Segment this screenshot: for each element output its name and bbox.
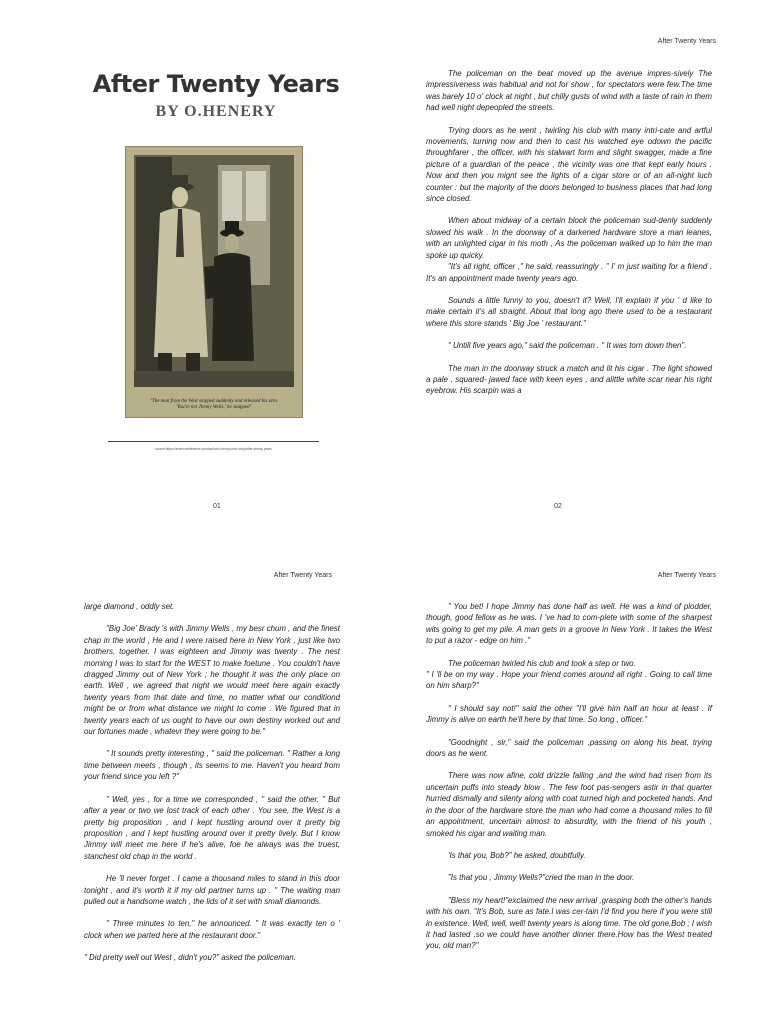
paragraph: Trying doors as he went , twirling his club with many intri-cate and artful movements, turning now and then to cast his watched eye odown the pacific throughfarer , the officer, with his stalwart form and slight swagger, made a fine picture of a guardian of the peace , the vicinity was one that kept early hours . Now and then you mignt see the lights of a cigar store or of an all-night luch counter : but the majority of the doors belonged to business places that had long since closed. (426, 125, 712, 204)
illustration-caption (126, 399, 302, 411)
paragraph: The man in the doorway struck a match and lit his cigar . The light showed a pale , squared- jawed face with keen eyes , and alittle white scar near his right eyebrow. His scarpin was a (426, 363, 712, 396)
paragraph: " I should say not!" said the other "I'll give him half an hour at least . If Jimmy is alive on earth he'll here by that time. So long , officer." (426, 703, 712, 725)
paragraph: " You bet! I hope Jimmy has done half as well. He was a kind of plodder, though, good fellow as he was. I 've had to com-plete with some of the sharpest wits going to get my pile. A man gets in a groove in New York . It takes the West to put a razor - edge on him ." (426, 602, 712, 646)
paragraph: " It sounds pretty interesting , " said the policeman. " Rather a long time between meets , though , its seems to me. Haven't you heard from your friend since you left ?" (84, 749, 340, 782)
running-head: After Twenty Years (657, 572, 716, 579)
source-rule (108, 441, 319, 442)
caption-line-2: 'You're not Jimmy Wells,' he snapped" (176, 405, 252, 410)
paragraph: "Is that you , Jimmy Wells?"cried the man in the door. (448, 873, 635, 883)
story-byline: BY O.HENERY (155, 103, 277, 120)
story-title: After Twenty Years (92, 70, 340, 98)
page-01 (0, 0, 384, 512)
paragraph: " Three minutes to ten," he announced. " It was exactly ten o ' clock when we parted here at the restaurant door." (84, 919, 340, 940)
source-link[interactable]: source:https://americanliterature.com/author/o-henry/short-story/after-twenty-years (155, 447, 272, 451)
paragraph: Sounds a little funny to you, doesn't it? Well, I'll explain if you ' d like to make certain it's all straight. About that long ago there used to be a restaurant where this store stands ' Big Joe ' restaurant." (426, 295, 712, 328)
running-head: After Twenty Years (273, 572, 332, 579)
paragraph: "Big Joe' Brady 's with Jimmy Wells , my besr chum , and the finest chap in the world , He and I were raised here in New York , just like two brothers, together. I was eighteen and Jimmy was twenty . The nest morning I was to start for the WEST to make foetune . You couldn't have dragged Jimmy out of New York ; he thought it was the only place on earth. Well , we agreed that night we would meet here again exactly twenty years from that date and time, no matter what our conditiond might be or from what distance we might to come . We figured that in twenty years each of us ought to have our own destiny worked out and our fortunes made , whatevr they were going to be." (84, 624, 340, 737)
paragraph: " Untill five years ago," said the policeman . " It was torn down then". (448, 341, 687, 351)
paragraph: When about midway of a certain block the policeman sud-denly suddenly slowed his walk . In the doorway of a darkened hardware store a man leanes, with an unlighted cigar in his moth , As the policeman walked up to him the man spoke up quicky. (426, 216, 712, 260)
paragraph: "Bless my heart!"exclaimed the new arrival ,grasping both the other's hands with his own. "It's Bob, sure as fate.I was cer-tain I'd find you here if you were still in existence. Well, well, well! twenty years is along time. The old gone,Bob ; I wish it had lasted ,so we could have another dinner there.How has the West treated you, old man?" (426, 895, 712, 951)
paragraph: " Did pretty well out West , didn't you?" asked the policeman. (84, 953, 296, 963)
page-03-text (84, 601, 340, 975)
bottom-spread (0, 512, 768, 1024)
page-02-text (426, 68, 712, 408)
illustration-drawing (126, 147, 302, 417)
paragraph: "Goodnight , sir," said the policeman ,passing on along his beat, trying doors as he went. (426, 737, 712, 759)
paragraph: He 'll never forget . I came a thousand miles to stand in this door tonight , and it's worth it if my old partner turns up . " The waiting man pulled out a handsome watch , the lids of it set with small diamonds. (84, 874, 340, 906)
page-03 (0, 512, 384, 1024)
page-number-02: 02 (554, 503, 562, 510)
paragraph: "It's all right, officer ," he said, reassuringly . " I' m just waiting for a friend . It's an appointment made twenty years ago. (426, 262, 712, 283)
paragraph: large diamond , oddly set. (84, 602, 175, 611)
paragraph: There was now afine, cold drizzle falling ,and the wind had risen from its uncertain puffs into steady blow . The few foot pas-sengers astir in that quarter hurried dismally and silenty along with coat turned high and pocketed hands. And in the door of the hardware store the man who had come a thousand miles to fill an appointment, uncertain almost to absurdity, with the friend of his youth , smoked his cigar and waiting man. (426, 771, 712, 838)
story-illustration (125, 146, 303, 418)
paragraph: The policeman on the beat moved up the avenue impres-sively The impressiveness was habitual and not for show , for spectators were few.The time was barely 10 o' clock at night , but chilly gusts of wind with a taste of rain in them had well night depeopled the streets. (426, 69, 712, 113)
page-02 (384, 0, 768, 512)
paragraph: 'Is that you, Bob?" he asked, doubtfully. (448, 850, 586, 860)
page-04 (384, 512, 768, 1024)
page-04-text (426, 601, 712, 963)
paragraph: " Well, yes , for a time we corresponded , " said the other. " But after a year or two we lost track of each other . You see, the West is a pretty big proposition , and I kept hustling around over it pretty big proposition , and I kept hustling around over it pretty lively. But I know Jimmy will meet me here if he's alive, foe he always was the truest, stanchest old chap in the world . (84, 794, 340, 861)
running-head: After Twenty Years (657, 38, 716, 45)
page-number-01: 01 (213, 503, 221, 510)
paragraph: The policeman twirled his club and took a step or two. (448, 658, 636, 668)
caption-line-1: "The man from the West stopped suddenly and released his arm. (149, 399, 279, 404)
paragraph: " I 'll be on my way . Hope your friend comes around all right . Going to call time on him sharp?" (426, 670, 712, 691)
